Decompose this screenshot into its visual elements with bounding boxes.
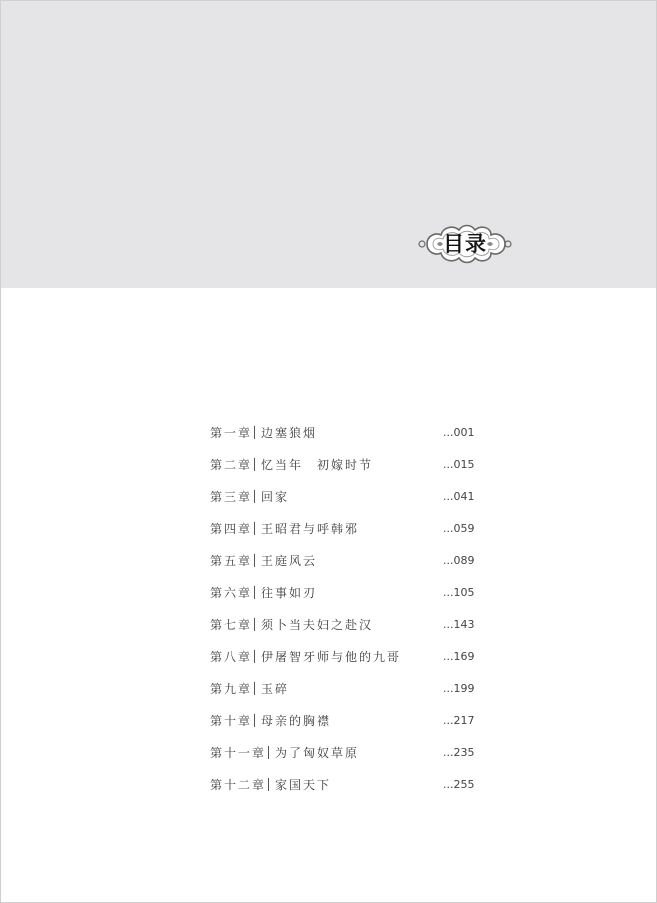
toc-page-number: ...105	[443, 586, 475, 599]
toc-separator	[268, 746, 269, 759]
toc-chapter-title: 回家	[261, 490, 290, 504]
toc-page-number: ...089	[443, 554, 475, 567]
toc-separator	[254, 458, 255, 471]
toc-page-number: ...169	[443, 650, 475, 663]
toc-chapter-title: 家国天下	[275, 778, 332, 792]
toc-page-number: ...199	[443, 682, 475, 695]
toc-page-number: ...143	[443, 618, 475, 631]
toc-chapter-title: 王昭君与呼韩邪	[261, 522, 360, 536]
toc-chapter-number: 第十章	[210, 714, 253, 728]
toc-page-number: ...059	[443, 522, 475, 535]
toc-separator	[254, 426, 255, 439]
toc-entry[interactable]	[210, 417, 480, 449]
toc-page-number: ...041	[443, 490, 475, 503]
toc-chapter-number: 第二章	[210, 458, 253, 472]
toc-chapter-title: 母亲的胸襟	[261, 714, 332, 728]
toc-chapter-number: 第四章	[210, 522, 253, 536]
toc-separator	[254, 586, 255, 599]
toc-chapter-title: 王庭风云	[261, 554, 318, 568]
toc-chapter-number: 第九章	[210, 682, 253, 696]
toc-page-number: ...001	[443, 426, 475, 439]
toc-separator	[254, 650, 255, 663]
toc-separator	[254, 714, 255, 727]
toc-separator	[254, 618, 255, 631]
toc-page-number: ...235	[443, 746, 475, 759]
toc-entry[interactable]	[210, 641, 480, 673]
toc-chapter-title: 为了匈奴草原	[275, 746, 360, 760]
table-of-contents	[210, 417, 480, 801]
toc-separator	[254, 522, 255, 535]
toc-chapter-number: 第一章	[210, 426, 253, 440]
toc-chapter-title: 忆当年 初嫁时节	[261, 458, 374, 472]
toc-entry[interactable]	[210, 705, 480, 737]
toc-entry[interactable]	[210, 673, 480, 705]
toc-separator	[254, 682, 255, 695]
toc-separator	[254, 490, 255, 503]
toc-page-number: ...015	[443, 458, 475, 471]
toc-chapter-title: 玉碎	[261, 682, 290, 696]
toc-chapter-title: 边塞狼烟	[261, 426, 318, 440]
toc-entry[interactable]	[210, 481, 480, 513]
toc-chapter-number: 第十一章	[210, 746, 267, 760]
toc-chapter-number: 第八章	[210, 650, 253, 664]
toc-entry[interactable]	[210, 513, 480, 545]
page-title: 目录	[443, 232, 487, 256]
toc-chapter-number: 第六章	[210, 586, 253, 600]
toc-separator	[254, 554, 255, 567]
toc-chapter-number: 第十二章	[210, 778, 267, 792]
toc-chapter-title: 伊屠智牙师与他的九哥	[261, 650, 402, 664]
toc-page-number: ...217	[443, 714, 475, 727]
header-band	[1, 1, 656, 288]
toc-page-number: ...255	[443, 778, 475, 791]
toc-entry[interactable]	[210, 737, 480, 769]
toc-separator	[268, 778, 269, 791]
toc-entry[interactable]	[210, 545, 480, 577]
toc-chapter-title: 须卜当夫妇之赴汉	[261, 618, 374, 632]
title-emblem	[417, 217, 513, 271]
toc-chapter-title: 往事如刃	[261, 586, 318, 600]
toc-entry[interactable]	[210, 577, 480, 609]
toc-entry[interactable]	[210, 609, 480, 641]
toc-chapter-number: 第五章	[210, 554, 253, 568]
toc-entry[interactable]	[210, 769, 480, 801]
toc-chapter-number: 第三章	[210, 490, 253, 504]
toc-chapter-number: 第七章	[210, 618, 253, 632]
toc-entry[interactable]	[210, 449, 480, 481]
